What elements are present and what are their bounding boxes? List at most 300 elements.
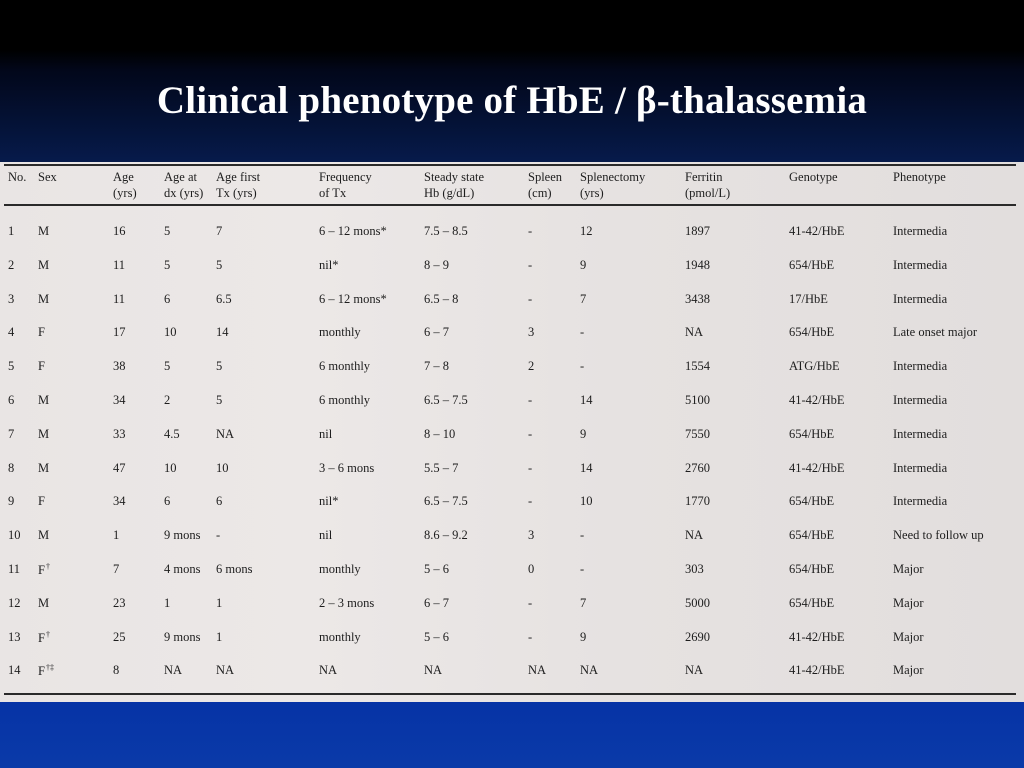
cell-age [113, 359, 126, 373]
cell-ferritin [685, 292, 710, 306]
cell-phenotype-text: Intermedia [893, 460, 948, 475]
cell-hb-text: 8.6 – 9.2 [424, 528, 468, 543]
top-rule [4, 164, 1016, 166]
cell-ferritin [685, 325, 703, 339]
cell-spleen [528, 292, 532, 306]
cell-splenectomy [580, 325, 584, 339]
cell-sex-text: M [38, 595, 50, 610]
cell-ferritin-text: 2690 [685, 629, 710, 644]
cell-no [8, 562, 20, 576]
cell-phenotype [893, 359, 947, 373]
cell-tx-text: 14 [216, 325, 229, 340]
cell-spleen-text: - [528, 629, 533, 644]
cell-splenectomy-text: - [580, 325, 585, 340]
header-age-line1: Age [113, 170, 134, 184]
cell-sex-text: M [38, 224, 50, 238]
cell-splenectomy [580, 393, 593, 407]
cell-spleen [528, 393, 532, 407]
cell-tx [216, 630, 222, 644]
cell-sex [38, 461, 49, 475]
cell-splenectomy-text: 14 [580, 460, 593, 475]
cell-ferritin [685, 562, 704, 576]
cell-splenectomy [580, 494, 593, 508]
cell-ferritin-text: 1897 [685, 224, 710, 238]
cell-no [8, 494, 14, 508]
cell-splenectomy [580, 663, 598, 677]
cell-sex-text: F [38, 359, 45, 374]
cell-no [8, 224, 14, 238]
cell-dx [164, 630, 200, 644]
cell-spleen [528, 359, 534, 373]
cell-sex [38, 630, 50, 645]
cell-tx-text: 6 mons [216, 562, 253, 576]
cell-dx-text: NA [164, 663, 183, 678]
cell-hb-text: 7 – 8 [424, 359, 449, 374]
cell-phenotype [893, 562, 924, 576]
cell-genotype-text: 41-42/HbE [789, 224, 845, 238]
cell-genotype [789, 562, 834, 576]
cell-ferritin-text: 1948 [685, 257, 710, 272]
cell-tx-text: 1 [216, 595, 223, 610]
cell-sex [38, 427, 49, 441]
cell-phenotype-text: Intermedia [893, 291, 948, 306]
cell-tx [216, 562, 252, 576]
header-splenectomy-line1: Splenectomy [580, 170, 646, 184]
cell-genotype [789, 630, 845, 644]
cell-tx-text: 7 [216, 224, 223, 238]
cell-age-text: 25 [113, 629, 126, 644]
cell-freq [319, 427, 332, 441]
cell-splenectomy-text: 9 [580, 629, 587, 644]
cell-spleen-text: - [528, 426, 533, 441]
cell-dx-text: 10 [164, 325, 177, 340]
cell-dx [164, 596, 170, 610]
cell-freq [319, 393, 370, 407]
cell-freq-text: nil* [319, 257, 339, 272]
cell-spleen [528, 427, 532, 441]
cell-genotype-text: 654/HbE [789, 528, 835, 543]
cell-genotype [789, 596, 834, 610]
cell-freq-text: 6 monthly [319, 359, 371, 374]
cell-freq [319, 325, 361, 339]
cell-genotype-text: 654/HbE [789, 494, 835, 509]
cell-ferritin-text: 1770 [685, 494, 710, 509]
cell-spleen [528, 258, 532, 272]
cell-freq [319, 292, 387, 306]
cell-freq-text: 2 – 3 mons [319, 595, 375, 610]
cell-hb [424, 596, 449, 610]
cell-phenotype [893, 630, 924, 644]
header-ferritin-line2: (pmol/L) [685, 186, 731, 200]
cell-tx [216, 663, 234, 677]
cell-ferritin-text: NA [685, 663, 704, 678]
header-hb-line2: Hb (g/dL) [424, 186, 475, 200]
cell-spleen-text: NA [528, 663, 547, 678]
cell-tx-text: 6.5 [216, 291, 232, 306]
cell-tx-text: 5 [216, 393, 223, 407]
header-age-tx-line1: Age first [216, 170, 261, 184]
cell-age [113, 224, 126, 238]
cell-phenotype [893, 393, 947, 407]
cell-sex-text: F [38, 325, 45, 340]
cell-phenotype [893, 427, 947, 441]
cell-no [8, 461, 14, 475]
cell-no-text: 7 [8, 426, 15, 441]
cell-tx [216, 494, 222, 508]
cell-dx [164, 325, 177, 339]
cell-sex [38, 359, 45, 373]
cell-age [113, 461, 126, 475]
cell-tx [216, 461, 229, 475]
cell-hb-text: 6.5 – 7.5 [424, 494, 468, 509]
cell-dx-text: 4.5 [164, 426, 180, 441]
cell-ferritin [685, 359, 710, 373]
cell-freq-text: monthly [319, 629, 361, 644]
header-phenotype: Phenotype [893, 170, 946, 184]
cell-phenotype [893, 528, 984, 542]
cell-splenectomy [580, 292, 586, 306]
cell-sex-text: F [38, 664, 45, 679]
cell-age-text: 34 [113, 494, 126, 509]
cell-age-text: 38 [113, 359, 126, 374]
cell-phenotype [893, 494, 947, 508]
cell-no-text: 3 [8, 291, 15, 306]
cell-hb [424, 663, 442, 677]
cell-splenectomy [580, 562, 584, 576]
footnote-mark: † [45, 562, 50, 571]
cell-sex [38, 292, 49, 306]
cell-age [113, 393, 126, 407]
cell-freq-text: monthly [319, 325, 361, 340]
cell-no-text: 14 [8, 663, 21, 678]
cell-dx [164, 427, 180, 441]
cell-phenotype [893, 258, 947, 272]
cell-spleen-text: 3 [528, 325, 535, 340]
cell-spleen-text: - [528, 595, 533, 610]
cell-spleen-text: - [528, 494, 533, 509]
header-ferritin-line1: Ferritin [685, 170, 723, 184]
cell-age-text: 23 [113, 595, 126, 610]
cell-age-text: 11 [113, 291, 126, 306]
cell-age-text: 7 [113, 562, 120, 576]
cell-splenectomy-text: 9 [580, 426, 587, 441]
cell-tx [216, 596, 222, 610]
cell-splenectomy-text: 7 [580, 595, 587, 610]
cell-dx-text: 5 [164, 257, 171, 272]
cell-no-text: 9 [8, 494, 15, 509]
cell-hb [424, 258, 449, 272]
cell-genotype [789, 325, 834, 339]
cell-dx [164, 393, 170, 407]
cell-splenectomy [580, 427, 586, 441]
cell-sex-text: F [38, 563, 45, 577]
cell-hb [424, 292, 458, 306]
cell-ferritin-text: 3438 [685, 291, 710, 306]
cell-no-text: 1 [8, 224, 15, 238]
cell-splenectomy-text: - [580, 562, 585, 576]
cell-no-text: 13 [8, 629, 21, 644]
cell-tx [216, 292, 232, 306]
cell-genotype-text: 654/HbE [789, 426, 835, 441]
cell-freq-text: 6 monthly [319, 393, 371, 407]
cell-age-text: 1 [113, 528, 120, 543]
cell-no-text: 2 [8, 257, 15, 272]
cell-genotype-text: 17/HbE [789, 291, 828, 306]
cell-age-text: 11 [113, 257, 126, 272]
cell-splenectomy-text: 7 [580, 291, 587, 306]
cell-no-text: 5 [8, 359, 15, 374]
cell-ferritin-text: 303 [685, 562, 704, 576]
cell-age-text: 8 [113, 663, 120, 678]
cell-no-text: 11 [8, 562, 21, 576]
cell-no-text: 10 [8, 528, 21, 543]
cell-genotype-text: 654/HbE [789, 595, 835, 610]
cell-hb-text: 6.5 – 7.5 [424, 393, 468, 407]
cell-dx-text: 5 [164, 359, 171, 374]
cell-spleen-text: 2 [528, 359, 535, 374]
cell-dx-text: 9 mons [164, 629, 201, 644]
cell-age [113, 562, 119, 576]
cell-sex-text: F [38, 630, 45, 645]
cell-tx [216, 258, 222, 272]
cell-ferritin-text: NA [685, 528, 704, 543]
cell-sex-text: M [38, 291, 50, 306]
cell-genotype [789, 258, 834, 272]
header-frequency-line1: Frequency [319, 170, 372, 184]
cell-age [113, 292, 125, 306]
cell-phenotype [893, 596, 924, 610]
cell-freq [319, 461, 374, 475]
cell-hb-text: 7.5 – 8.5 [424, 224, 468, 238]
header-spleen-line2: (cm) [528, 186, 552, 200]
cell-phenotype-text: Major [893, 663, 924, 678]
cell-no [8, 528, 21, 542]
cell-ferritin-text: 7550 [685, 426, 710, 441]
cell-ferritin [685, 630, 710, 644]
cell-dx [164, 494, 170, 508]
cell-genotype [789, 494, 834, 508]
cell-freq [319, 224, 387, 238]
cell-ferritin [685, 258, 710, 272]
cell-spleen-text: - [528, 460, 533, 475]
cell-freq [319, 258, 338, 272]
cell-genotype-text: ATG/HbE [789, 359, 840, 374]
cell-no [8, 596, 21, 610]
cell-freq-text: NA [319, 663, 338, 678]
cell-phenotype [893, 325, 977, 339]
cell-ferritin [685, 663, 703, 677]
cell-hb [424, 393, 468, 407]
cell-age [113, 494, 126, 508]
cell-spleen [528, 596, 532, 610]
cell-splenectomy [580, 359, 584, 373]
cell-genotype [789, 461, 845, 475]
cell-age-text: 33 [113, 426, 126, 441]
cell-phenotype [893, 224, 947, 238]
cell-hb-text: 8 – 10 [424, 426, 456, 441]
cell-hb [424, 528, 468, 542]
cell-age [113, 630, 126, 644]
cell-no-text: 8 [8, 460, 15, 475]
cell-freq-text: nil [319, 426, 333, 441]
cell-phenotype-text: Late onset major [893, 325, 977, 340]
footnote-mark: † [45, 629, 50, 639]
cell-sex [38, 224, 49, 238]
cell-age-text: 34 [113, 393, 126, 407]
cell-sex [38, 494, 45, 508]
cell-freq [319, 562, 361, 576]
cell-sex-text: M [38, 426, 50, 441]
cell-hb [424, 359, 449, 373]
cell-hb [424, 325, 449, 339]
header-genotype: Genotype [789, 170, 838, 184]
cell-age-text: 47 [113, 460, 126, 475]
cell-splenectomy [580, 224, 593, 238]
cell-spleen-text: - [528, 257, 533, 272]
cell-ferritin [685, 528, 703, 542]
cell-dx [164, 528, 200, 542]
cell-spleen [528, 494, 532, 508]
cell-splenectomy-text: - [580, 528, 585, 543]
cell-freq-text: 3 – 6 mons [319, 460, 375, 475]
cell-genotype-text: 41-42/HbE [789, 460, 845, 475]
cell-freq [319, 528, 332, 542]
cell-dx [164, 292, 170, 306]
cell-hb-text: 6 – 7 [424, 595, 449, 610]
header-age-tx-line2: Tx (yrs) [216, 186, 257, 200]
cell-spleen-text: 0 [528, 562, 535, 576]
cell-ferritin-text: 5000 [685, 595, 710, 610]
cell-genotype-text: 654/HbE [789, 325, 835, 340]
cell-sex [38, 596, 49, 610]
cell-tx [216, 325, 229, 339]
cell-phenotype [893, 292, 947, 306]
cell-ferritin-text: NA [685, 325, 704, 340]
cell-splenectomy-text: 14 [580, 393, 593, 407]
cell-genotype-text: 654/HbE [789, 562, 835, 576]
cell-phenotype-text: Intermedia [893, 257, 948, 272]
cell-ferritin [685, 494, 710, 508]
cell-tx-text: 1 [216, 629, 223, 644]
cell-dx-text: 9 mons [164, 528, 201, 543]
cell-no [8, 292, 14, 306]
cell-no [8, 258, 14, 272]
cell-spleen-text: - [528, 291, 533, 306]
cell-splenectomy [580, 258, 586, 272]
cell-tx-text: NA [216, 426, 235, 441]
header-age-line2: (yrs) [113, 186, 137, 200]
cell-phenotype-text: Intermedia [893, 426, 948, 441]
cell-no-text: 12 [8, 595, 21, 610]
cell-phenotype [893, 663, 924, 677]
cell-spleen [528, 461, 532, 475]
cell-dx-text: 2 [164, 393, 171, 407]
cell-hb-text: 5 – 6 [424, 562, 449, 576]
cell-phenotype-text: Major [893, 562, 924, 576]
cell-dx [164, 224, 170, 238]
cell-genotype [789, 224, 845, 238]
cell-ferritin [685, 596, 710, 610]
slide-title: Clinical phenotype of HbE / β-thalassemia [156, 79, 868, 122]
cell-splenectomy-text: 10 [580, 494, 593, 509]
cell-freq-text: 6 – 12 mons* [319, 291, 387, 306]
cell-ferritin-text: 2760 [685, 460, 710, 475]
cell-hb [424, 630, 449, 644]
cell-dx [164, 562, 200, 576]
cell-dx [164, 663, 182, 677]
cell-genotype [789, 663, 845, 677]
cell-freq [319, 663, 337, 677]
cell-hb-text: 6 – 7 [424, 325, 449, 340]
header-hb-line1: Steady state [424, 170, 485, 184]
cell-phenotype-text: Intermedia [893, 494, 948, 509]
cell-phenotype-text: Need to follow up [893, 528, 984, 543]
cell-freq [319, 630, 361, 644]
cell-hb [424, 562, 449, 576]
header-splenectomy-line2: (yrs) [580, 186, 604, 200]
cell-dx [164, 461, 177, 475]
header-no: No. [8, 170, 27, 184]
cell-hb-text: 5.5 – 7 [424, 460, 459, 475]
header-frequency-line2: of Tx [319, 186, 347, 200]
cell-freq-text: 6 – 12 mons* [319, 224, 387, 238]
cell-genotype [789, 427, 834, 441]
bottom-rule [4, 693, 1016, 695]
cell-dx-text: 10 [164, 460, 177, 475]
cell-hb-text: 8 – 9 [424, 257, 449, 272]
cell-freq-text: nil [319, 528, 333, 543]
cell-tx-text: NA [216, 663, 235, 678]
cell-no-text: 4 [8, 325, 15, 340]
cell-age-text: 17 [113, 325, 126, 340]
cell-hb-text: NA [424, 663, 443, 678]
footnote-mark: †‡ [45, 663, 54, 673]
cell-ferritin [685, 224, 710, 238]
cell-ferritin [685, 461, 710, 475]
cell-splenectomy-text: 9 [580, 257, 587, 272]
cell-dx-text: 4 mons [164, 562, 201, 576]
cell-splenectomy-text: NA [580, 663, 599, 678]
cell-age [113, 258, 125, 272]
cell-tx-text: 10 [216, 460, 229, 475]
cell-splenectomy [580, 630, 586, 644]
cell-age [113, 427, 126, 441]
cell-sex-text: F [38, 494, 45, 509]
cell-tx [216, 393, 222, 407]
cell-tx [216, 528, 220, 542]
cell-hb-text: 6.5 – 8 [424, 291, 459, 306]
cell-spleen-text: - [528, 224, 533, 238]
header-sex: Sex [38, 170, 57, 184]
cell-sex [38, 528, 49, 542]
cell-phenotype-text: Intermedia [893, 359, 948, 374]
cell-freq [319, 359, 370, 373]
cell-no [8, 630, 21, 644]
cell-splenectomy-text: 12 [580, 224, 593, 238]
cell-age [113, 325, 126, 339]
cell-tx [216, 359, 222, 373]
cell-dx [164, 359, 170, 373]
cell-no [8, 393, 14, 407]
cell-spleen [528, 224, 532, 238]
header-spleen-line1: Spleen [528, 170, 563, 184]
cell-spleen [528, 528, 534, 542]
cell-sex-text: M [38, 528, 50, 543]
cell-phenotype-text: Intermedia [893, 393, 948, 407]
cell-spleen [528, 325, 534, 339]
cell-no-text: 6 [8, 393, 15, 407]
cell-ferritin-text: 1554 [685, 359, 710, 374]
